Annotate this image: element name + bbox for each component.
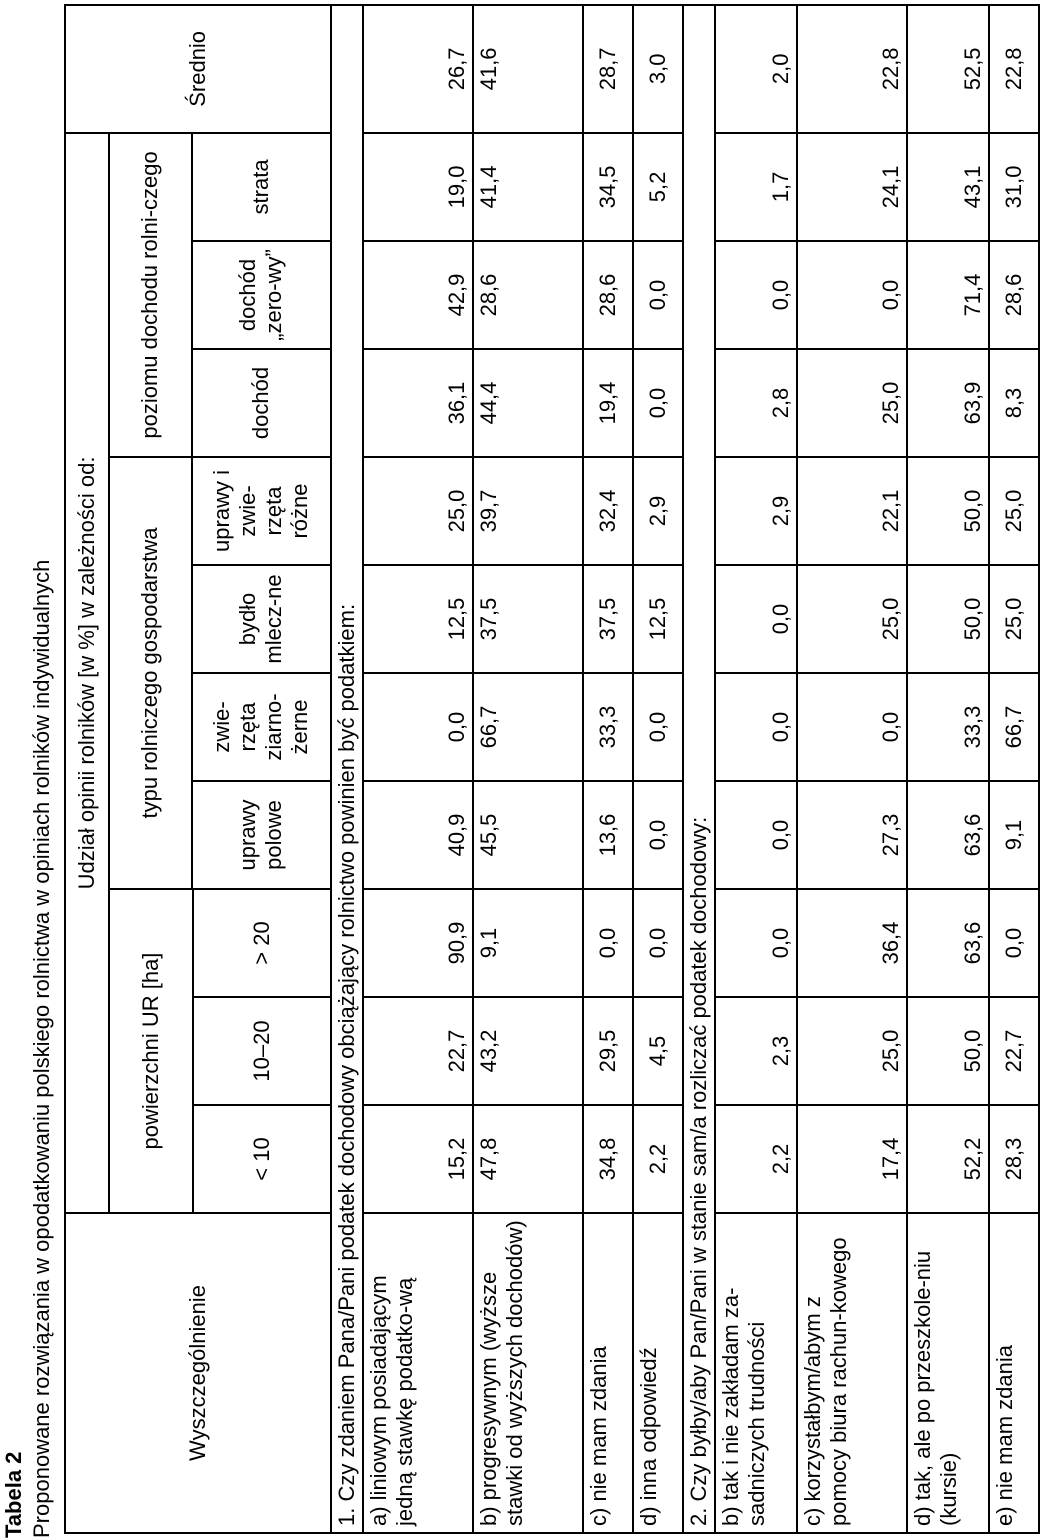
table-title: Proponowane rozwiązania w opodatkowaniu polskiego rolnictwa w opiniach rolników indywidualnych [29, 559, 54, 1538]
header-col-10-20: 10–20 [194, 996, 330, 1104]
table-cell: 19,0 [363, 133, 473, 241]
table-cell: 12,5 [363, 565, 473, 673]
header-col-strata: strata [192, 133, 331, 241]
table-cell: 63,9 [907, 349, 989, 457]
table-row [633, 5, 683, 1533]
header-col-gt20: > 20 [249, 921, 274, 965]
table-cell: 43,1 [907, 133, 989, 241]
table-cell: 0,0 [583, 889, 633, 997]
table-cell: 0,0 [633, 673, 683, 781]
table-cell: 90,9 [363, 889, 473, 997]
table-row [989, 5, 1039, 1533]
table-cell: 4,5 [633, 997, 683, 1105]
table-cell: 25,0 [989, 565, 1039, 673]
table-cell: 37,5 [473, 565, 583, 673]
table-cell: 2,2 [715, 1105, 797, 1213]
table-cell: 63,6 [907, 781, 989, 889]
section2-title: 2. Czy byłby/aby Pan/Pani w stanie sam/a rozliczać podatek dochodowy: [683, 5, 715, 1533]
table-cell: 27,3 [797, 781, 907, 889]
table-cell: 43,2 [473, 997, 583, 1105]
row-label: e) nie mam zdania [989, 1213, 1039, 1533]
table-cell: 33,3 [583, 673, 633, 781]
table-cell: 25,0 [989, 457, 1039, 565]
table-cell: 0,0 [715, 889, 797, 997]
table-cell: 45,5 [473, 781, 583, 889]
table-cell: 2,9 [715, 457, 797, 565]
table-cell: 28,3 [989, 1105, 1039, 1213]
table-cell: 28,7 [583, 5, 633, 133]
table-cell: 66,7 [989, 673, 1039, 781]
table-cell: 41,4 [473, 133, 583, 241]
table-cell: 66,7 [473, 673, 583, 781]
section-header-row [683, 5, 715, 1533]
table-cell: 0,0 [715, 241, 797, 349]
table-cell: 0,0 [633, 781, 683, 889]
table-row [473, 5, 583, 1533]
row-label: d) inna odpowiedź [633, 1213, 683, 1533]
table-cell: 1,7 [715, 133, 797, 241]
table-cell: 47,8 [473, 1105, 583, 1213]
table-cell: 19,4 [583, 349, 633, 457]
header-group-powierzchnia-label: powierzchni UR [ha] [110, 890, 194, 1212]
table-cell: 33,3 [907, 673, 989, 781]
table-cell: 0,0 [633, 889, 683, 997]
row-label: b) tak i nie zakładam za-sadniczych trudności [715, 1213, 797, 1533]
table-cell: 15,2 [363, 1105, 473, 1213]
header-group-dochod: poziomu dochodu rolni-czego [109, 133, 192, 457]
table-cell: 40,9 [363, 781, 473, 889]
table-cell: 17,4 [797, 1105, 907, 1213]
table-label: Tabela 2 [1, 1451, 26, 1538]
table-cell: 12,5 [633, 565, 683, 673]
table-cell: 36,4 [797, 889, 907, 997]
header-col-bydlo-mleczne: bydło mlecz-ne [192, 565, 331, 673]
table-cell: 28,6 [473, 241, 583, 349]
table-cell: 8,3 [989, 349, 1039, 457]
header-col-uprawy-polowe: uprawy polowe [192, 781, 331, 889]
table-cell: 31,0 [989, 133, 1039, 241]
table-cell: 9,1 [473, 889, 583, 997]
table-cell: 0,0 [797, 241, 907, 349]
table-cell: 0,0 [989, 889, 1039, 997]
table-cell: 26,7 [363, 5, 473, 133]
table-cell: 63,6 [907, 889, 989, 997]
table-cell: 42,9 [363, 241, 473, 349]
row-label: d) tak, ale po przeszkole-niu (kursie) [907, 1213, 989, 1533]
row-label: a) liniowym posiadającym jedną stawkę podatko-wą [363, 1213, 473, 1533]
table-cell: 2,3 [715, 997, 797, 1105]
table-row [715, 5, 797, 1533]
table-cell: 2,8 [715, 349, 797, 457]
header-srednio: Średnio [65, 5, 331, 133]
table-cell: 29,5 [583, 997, 633, 1105]
table-cell: 3,0 [633, 5, 683, 133]
table-cell: 25,0 [797, 997, 907, 1105]
table-row [583, 5, 633, 1533]
table-caption [0, 560, 56, 1538]
table-cell: 0,0 [715, 781, 797, 889]
row-label: b) progresywnym (wyższe stawki od wyższych dochodów) [473, 1213, 583, 1533]
header-group-typ: typu rolniczego gospodarstwa [109, 457, 192, 889]
table-cell: 52,5 [907, 5, 989, 133]
table-cell: 0,0 [363, 673, 473, 781]
table-cell: 52,2 [907, 1105, 989, 1213]
section1-title: 1. Czy zdaniem Pana/Pani podatek dochodowy obciążający rolnictwo powinien być podatkiem: [331, 5, 363, 1533]
table-cell: 28,6 [989, 241, 1039, 349]
header-wyszczegolnienie: Wyszczególnienie [65, 1213, 331, 1533]
header-group-powierzchnia [109, 889, 331, 1213]
table-cell: 32,4 [583, 457, 633, 565]
table-cell: 2,2 [633, 1105, 683, 1213]
table-cell: 2,0 [715, 5, 797, 133]
table-cell: 50,0 [907, 457, 989, 565]
table-row [797, 5, 907, 1533]
table-cell: 22,1 [797, 457, 907, 565]
table-row [363, 5, 473, 1533]
table-cell: 44,4 [473, 349, 583, 457]
table-cell: 36,1 [363, 349, 473, 457]
table-cell: 9,1 [989, 781, 1039, 889]
header-col-uprawy-i-zwierzeta: uprawy i zwie-rzęta różne [192, 457, 331, 565]
table-cell: 2,9 [633, 457, 683, 565]
table-cell: 0,0 [797, 673, 907, 781]
table-cell: 41,6 [473, 5, 583, 133]
table-cell: 5,2 [633, 133, 683, 241]
table-cell: 34,8 [583, 1105, 633, 1213]
table-cell: 22,8 [989, 5, 1039, 133]
table-cell: 24,1 [797, 133, 907, 241]
data-table [64, 4, 1040, 1534]
table-cell: 22,7 [989, 997, 1039, 1105]
table-cell: 25,0 [797, 565, 907, 673]
header-col-dochod: dochód [192, 349, 331, 457]
table-cell: 37,5 [583, 565, 633, 673]
row-label: c) korzystałbym/abym z pomocy biura rachun-kowego [797, 1213, 907, 1533]
table-cell: 28,6 [583, 241, 633, 349]
table-cell: 50,0 [907, 997, 989, 1105]
table-cell: 0,0 [633, 241, 683, 349]
section-header-row [331, 5, 363, 1533]
table-cell: 13,6 [583, 781, 633, 889]
header-col-zwierzeta-ziarnozerne: zwie-rzęta ziarno-żerne [192, 673, 331, 781]
table-cell: 71,4 [907, 241, 989, 349]
table-cell: 0,0 [715, 673, 797, 781]
table-cell: 22,8 [797, 5, 907, 133]
table-cell: 50,0 [907, 565, 989, 673]
table-row [907, 5, 989, 1533]
header-col-dochod-zerowy: dochód „zero-wy” [192, 241, 331, 349]
table-cell: 25,0 [363, 457, 473, 565]
table-cell: 34,5 [583, 133, 633, 241]
table-cell: 25,0 [797, 349, 907, 457]
row-label: c) nie mam zdania [583, 1213, 633, 1533]
header-udzial: Udział opinii rolników [w %] w zależności od: [65, 133, 109, 1213]
table-cell: 39,7 [473, 457, 583, 565]
table-cell: 0,0 [715, 565, 797, 673]
table-cell: 0,0 [633, 349, 683, 457]
table-cell: 22,7 [363, 997, 473, 1105]
header-col-lt10: < 10 [194, 1104, 330, 1212]
